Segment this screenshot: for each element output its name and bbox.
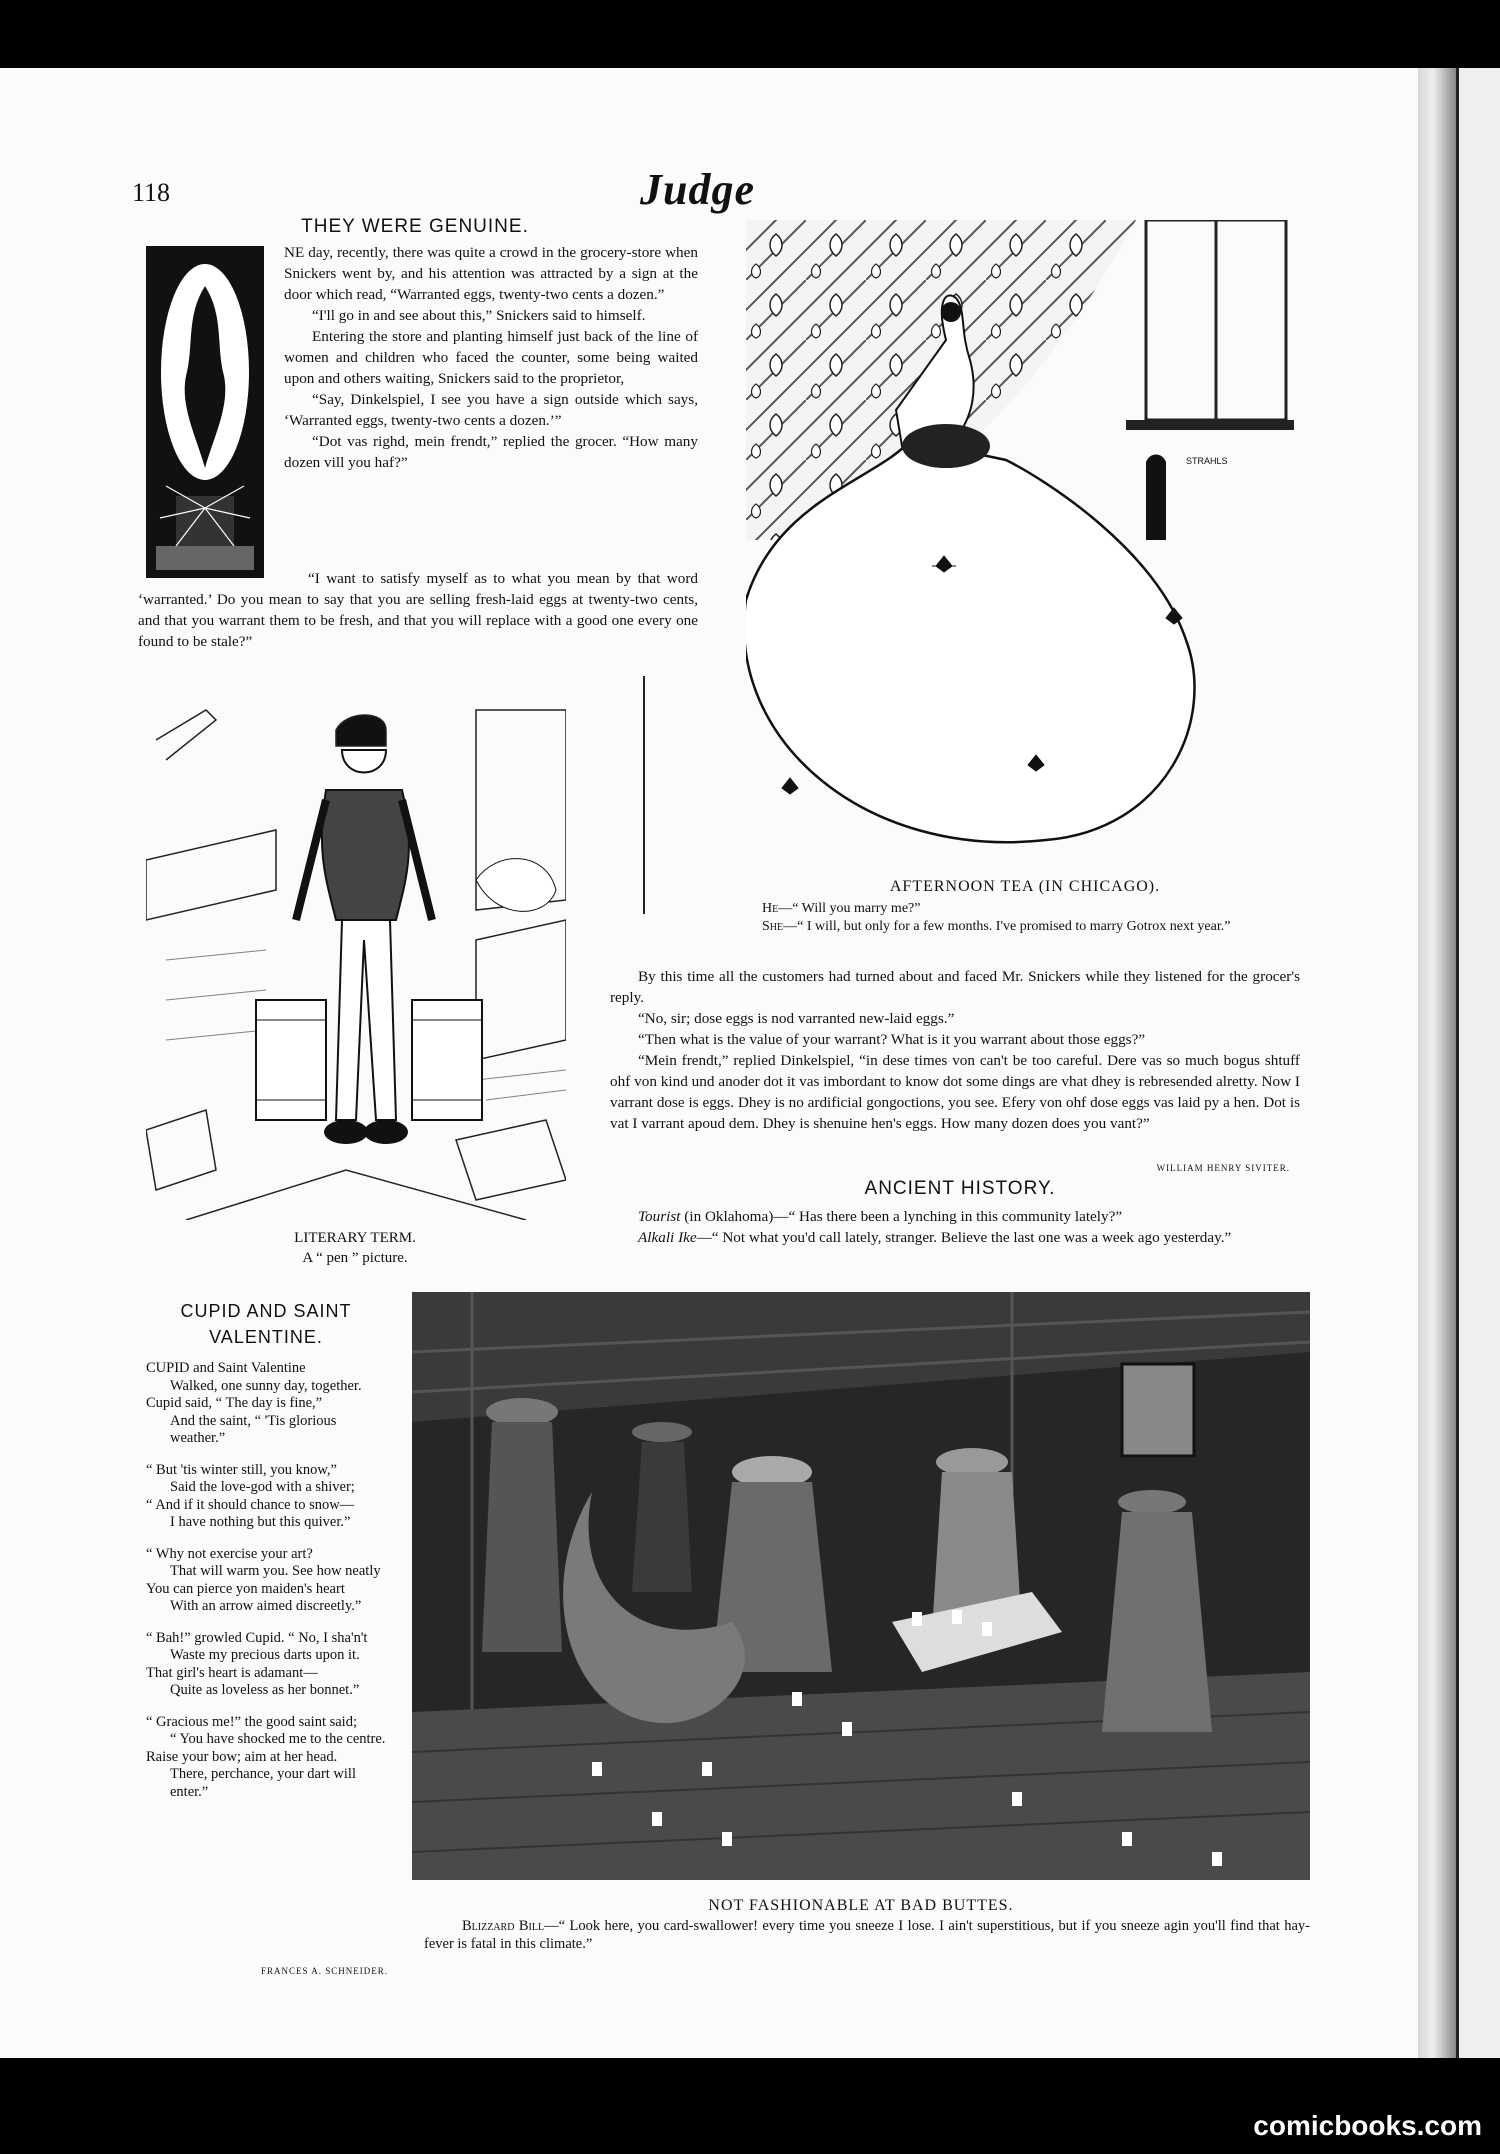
drop-cap-art <box>146 246 264 578</box>
site-watermark: comicbooks.com <box>1253 2110 1482 2141</box>
poem-title-line: VALENTINE. <box>209 1327 323 1347</box>
page-number: 118 <box>132 178 171 207</box>
poem-title-line: CUPID AND SAINT <box>180 1301 352 1321</box>
article-paragraph: “No, sir; dose eggs is nod varranted new-laid eggs.” <box>638 1010 955 1027</box>
article-column-wide <box>138 568 698 652</box>
poem-byline: FRANCES A. SCHNEIDER. <box>260 1966 388 1976</box>
poem-line: CUPID and Saint Valentine <box>146 1360 306 1376</box>
article-paragraph: “Mein frendt,” replied Dinkelspiel, “in dese times von can't be too careful. Dere vas so much bogus shtuff ohf von kind und anoder dot it vas imbordant to know dot some dings are vhat dhey is rebresended alretty. Now I varrant dose is eggs. Dhey is no ardificial gongoctions, you see. Efery von ohf dose eggs vas laid py a hen. Dot is vat I varrant apoud dem. Dhey is shenuine hen's eggs. How many dozen does you vant?” <box>610 1052 1300 1132</box>
poem-stanza <box>146 1462 394 1532</box>
speaker-blizzard-bill: Blizzard Bill <box>462 1918 545 1934</box>
article-paragraph: “Then what is the value of your warrant? What is it you warrant about those eggs?” <box>638 1031 1146 1048</box>
article-paragraph: Entering the store and planting himself just back of the line of women and children who faced the counter, some being waited upon and others waiting, Snickers said to the proprietor, <box>284 328 698 387</box>
poem-line: That girl's heart is adamant— <box>146 1664 318 1681</box>
poem-line: “ And if it should chance to snow— <box>146 1496 355 1513</box>
poem-line: I have nothing but this quiver.” <box>170 1514 351 1530</box>
poem-stanza <box>146 1360 394 1448</box>
poem-stanza <box>146 1714 394 1802</box>
bad-buttes-title: NOT FASHIONABLE AT BAD BUTTES. <box>708 1897 1014 1914</box>
article-continued <box>610 966 1300 1134</box>
poem-line: “ Gracious me!” the good saint said; <box>146 1713 357 1730</box>
article-paragraph: By this time all the customers had turned about and faced Mr. Snickers while they listened for the grocer's reply. <box>610 968 1300 1006</box>
bad-buttes-art <box>412 1292 1310 1880</box>
column-rule <box>643 676 645 914</box>
speaker-he: He <box>762 901 779 916</box>
dialogue-line: —“ I will, but only for a few months. I've promised to marry Gotrox next year.” <box>783 919 1231 934</box>
facing-page-edge <box>1456 68 1500 2058</box>
bad-buttes-dialogue <box>424 1917 1310 1953</box>
ancient-history-text <box>610 1206 1300 1248</box>
literary-term-title: LITERARY TERM. <box>294 1230 416 1246</box>
poem-line: “ You have shocked me to the centre. <box>170 1731 386 1747</box>
poem-line: Quite as loveless as her bonnet.” <box>170 1682 360 1698</box>
artist-signature: STRAHLS <box>1186 456 1228 466</box>
drop-cap-ornament <box>146 246 264 578</box>
afternoon-tea-illustration <box>746 220 1294 860</box>
poem-line: You can pierce yon maiden's heart <box>146 1580 345 1597</box>
bad-buttes-illustration <box>412 1292 1310 1880</box>
poem-line: There, perchance, your dart will enter.” <box>170 1766 356 1800</box>
dialogue-line: —“ Look here, you card-swallower! every time you sneeze I lose. I ain't superstitious, but if you sneeze agin you'll find that hay-fever is fatal in this climate.” <box>424 1918 1310 1952</box>
poem-line: “ But 'tis winter still, you know,” <box>146 1461 337 1478</box>
poem-line: Walked, one sunny day, together. <box>170 1377 362 1394</box>
afternoon-tea-title: AFTERNOON TEA (IN CHICAGO). <box>889 878 1161 895</box>
speaker-alkali-ike: Alkali Ike <box>638 1229 697 1246</box>
poem-line: Said the love-god with a shiver; <box>170 1479 355 1495</box>
poem-title <box>146 1298 386 1350</box>
ancient-history-title: ANCIENT HISTORY. <box>864 1178 1056 1199</box>
poem-line: With an arrow aimed discreetly.” <box>170 1598 362 1614</box>
poem-line: And the saint, “ 'Tis glorious weather.” <box>170 1412 337 1446</box>
article-column-top <box>284 242 698 473</box>
poem-line: “ Bah!” growled Cupid. “ No, I sha'n't <box>146 1629 368 1646</box>
dialogue-line: —“ Not what you'd call lately, stranger. Believe the last one was a week ago yesterday.” <box>696 1229 1232 1246</box>
speaker-she: She <box>762 919 784 934</box>
article-byline: WILLIAM HENRY SIVITER. <box>1156 1163 1290 1173</box>
article-paragraph: NE day, recently, there was quite a crowd in the grocery-store when Snickers went by, and his attention was attracted by a sign at the door which read, “Warranted eggs, twenty-two cents a dozen.” <box>284 244 698 303</box>
afternoon-tea-art <box>746 220 1294 860</box>
article-paragraph: “Dot vas righd, mein frendt,” replied the grocer. “How many dozen vill you haf?” <box>284 433 698 471</box>
speaker-tourist: Tourist <box>638 1208 681 1225</box>
poem-line: Cupid said, “ The day is fine,” <box>146 1395 323 1411</box>
poem-line: Raise your bow; aim at her head. <box>146 1748 338 1765</box>
page-binding <box>1418 68 1456 2058</box>
masthead: Judge <box>640 165 755 214</box>
poem-line: That will warm you. See how neatly <box>170 1563 381 1579</box>
poem-stanza <box>146 1546 394 1616</box>
article-paragraph: “I'll go in and see about this,” Snickers said to himself. <box>312 307 646 324</box>
afternoon-tea-dialogue <box>730 900 1300 936</box>
literary-term-subtitle: A “ pen ” picture. <box>302 1250 408 1266</box>
article-title: THEY WERE GENUINE. <box>301 216 529 237</box>
poem-body <box>146 1360 394 1815</box>
dialogue-line: —“ Will you marry me?” <box>778 901 921 916</box>
literary-term-art <box>146 700 566 1220</box>
article-paragraph: “Say, Dinkelspiel, I see you have a sign outside which says, ‘Warranted eggs, twenty-two cents a dozen.’” <box>284 391 698 429</box>
poem-stanza <box>146 1630 394 1700</box>
poem-line: “ Why not exercise your art? <box>146 1545 313 1562</box>
literary-term-illustration <box>146 700 566 1220</box>
dialogue-line: (in Oklahoma)—“ Has there been a lynching in this community lately?” <box>680 1208 1123 1225</box>
article-paragraph: “I want to satisfy myself as to what you mean by that word ‘warranted.’ Do you mean to say that you are selling fresh-laid eggs at twenty-two cents, and that you warrant them to be fresh, and that you will replace with a good one every one found to be stale?” <box>138 570 698 650</box>
poem-line: Waste my precious darts upon it. <box>170 1647 360 1663</box>
